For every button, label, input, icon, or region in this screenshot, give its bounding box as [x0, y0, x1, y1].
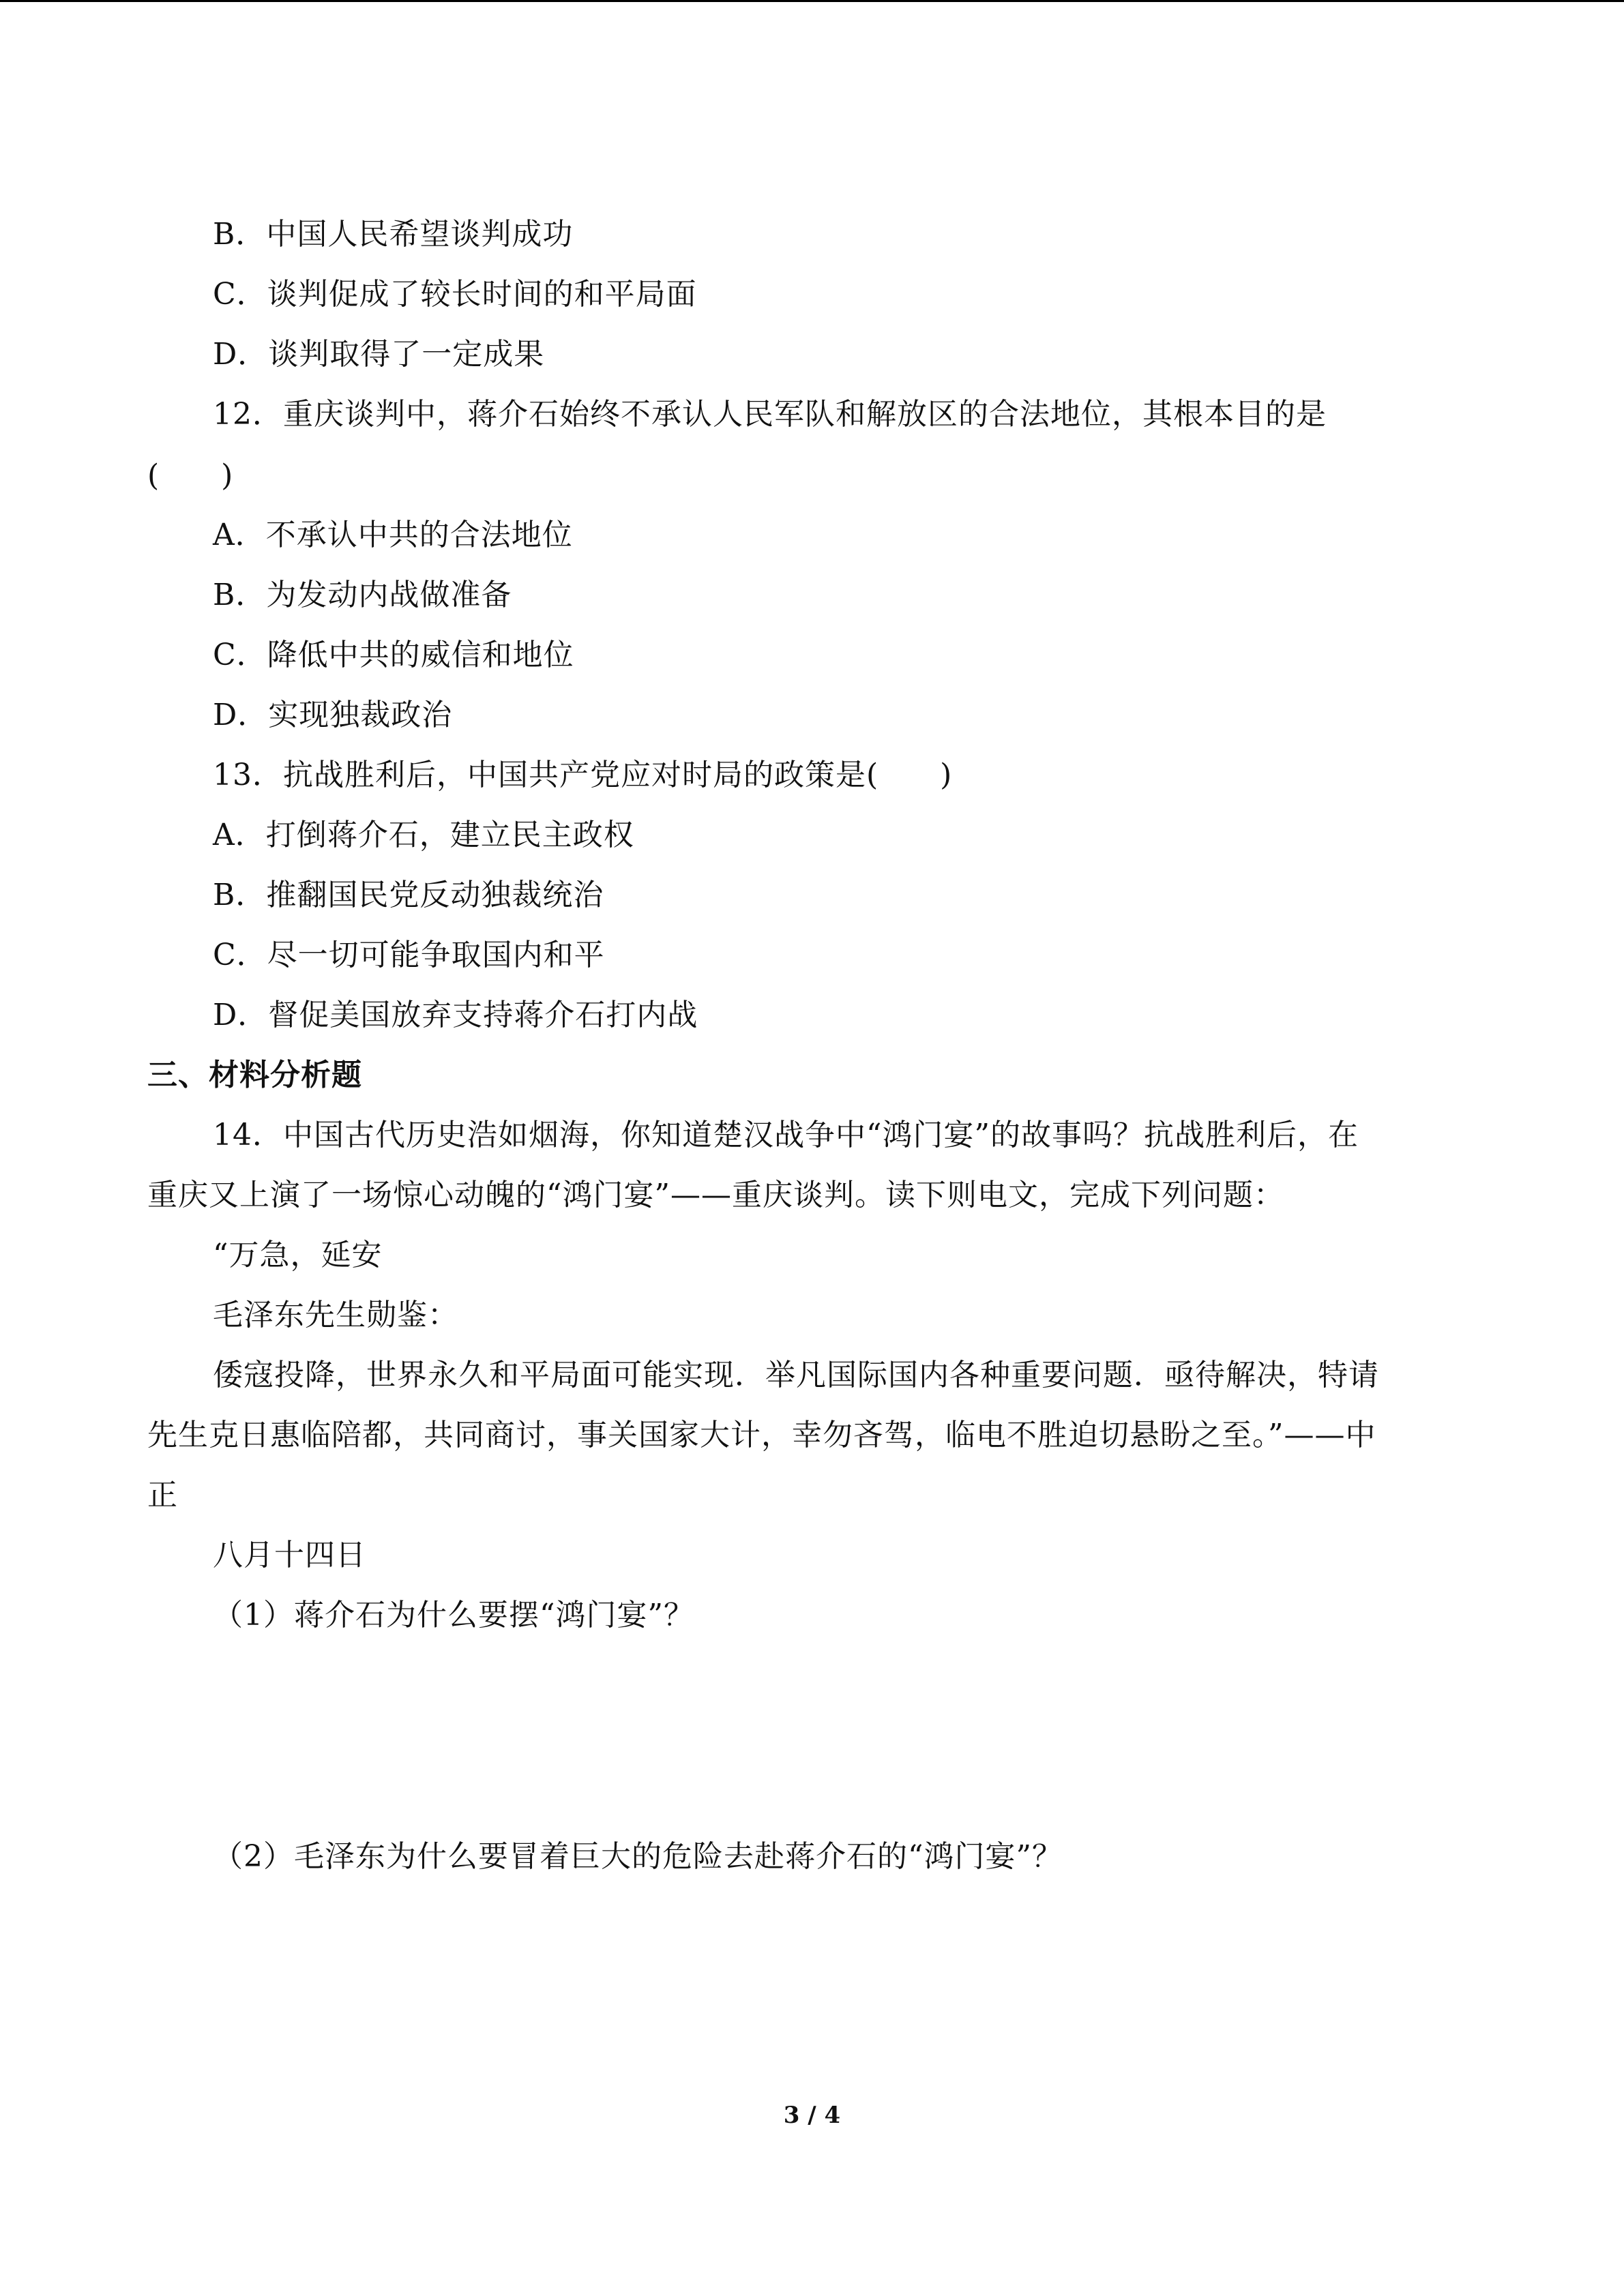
answer-space-1[interactable]: [147, 1643, 1477, 1821]
telegram-salutation: 毛泽东先生勋鉴：: [213, 1298, 458, 1332]
telegram-date: 八月十四日: [213, 1538, 366, 1572]
page-number: 3 / 4: [783, 2102, 841, 2129]
q12-option-d: D．实现独裁政治: [213, 698, 453, 732]
q13-option-d: D．督促美国放弃支持蒋介石打内战: [213, 998, 698, 1032]
telegram-body-line-1: 倭寇投降，世界永久和平局面可能实现．举凡国际国内各种重要问题．亟待解决，特请: [213, 1358, 1379, 1392]
telegram-body-line-3: 正: [147, 1478, 178, 1512]
telegram-body-line-2: 先生克日惠临陪都，共同商讨，事关国家大计，幸勿吝驾，临电不胜迫切悬盼之至。”——中: [147, 1418, 1376, 1452]
q13-option-b: B．推翻国民党反动独裁统治: [213, 878, 604, 912]
top-border: [0, 0, 1624, 2]
answer-space-2[interactable]: [147, 1889, 1477, 2080]
q12-option-b: B．为发动内战做准备: [213, 578, 512, 612]
q12-option-c: C．降低中共的威信和地位: [213, 638, 574, 672]
q14-sub-question-1: （1）蒋介石为什么要摆“鸿门宴”？: [213, 1598, 694, 1632]
q12-stem: 12．重庆谈判中，蒋介石始终不承认人民军队和解放区的合法地位，其根本目的是: [213, 397, 1327, 432]
q12-option-a: A．不承认中共的合法地位: [213, 518, 573, 552]
telegram-header: “万急，延安: [213, 1238, 383, 1272]
q11-option-b: B．中国人民希望谈判成功: [213, 217, 574, 252]
section-title-material-analysis: 三、材料分析题: [147, 1058, 362, 1092]
q14-sub-question-2: （2）毛泽东为什么要冒着巨大的危险去赴蒋介石的“鸿门宴”？: [213, 1839, 1063, 1874]
q14-intro-line-2: 重庆又上演了一场惊心动魄的“鸿门宴”——重庆谈判。读下则电文，完成下列问题：: [147, 1178, 1284, 1212]
q13-option-a: A．打倒蒋介石，建立民主政权: [213, 818, 634, 852]
q13-stem: 13．抗战胜利后，中国共产党应对时局的政策是( ): [213, 758, 953, 792]
q11-option-d: D．谈判取得了一定成果: [213, 337, 545, 372]
q14-intro-line-1: 14．中国古代历史浩如烟海，你知道楚汉战争中“鸿门宴”的故事吗？抗战胜利后，在: [213, 1118, 1359, 1152]
q12-answer-bracket: ( ): [147, 458, 234, 493]
q11-option-c: C．谈判促成了较长时间的和平局面: [213, 277, 697, 312]
q13-option-c: C．尽一切可能争取国内和平: [213, 938, 605, 972]
